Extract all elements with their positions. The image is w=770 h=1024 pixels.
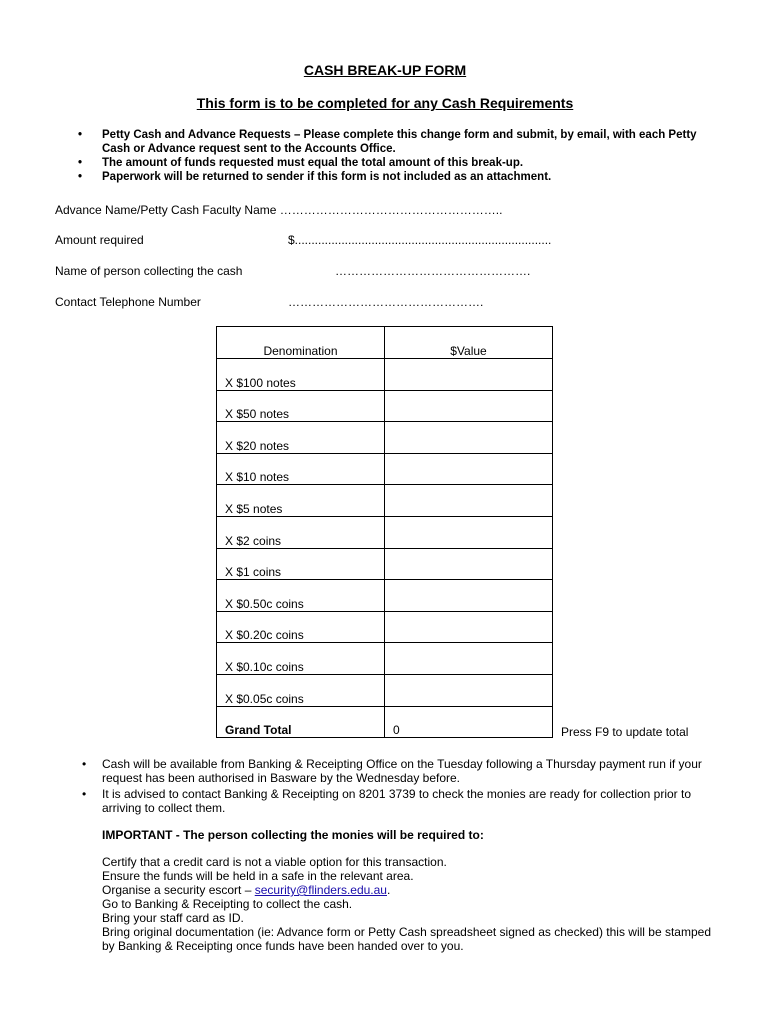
requirement-item: Bring your staff card as ID. [102,911,244,925]
grand-total-value: 0 [385,706,553,738]
requirement-item: Go to Banking & Receipting to collect the cash. [102,897,353,911]
value-header: $Value [385,327,553,359]
table-row [217,580,553,612]
table-row [217,485,553,517]
value-cell[interactable] [385,422,553,454]
instruction-list [78,128,718,184]
value-cell[interactable] [385,611,553,643]
instruction-item: • Paperwork will be returned to sender if this form is not included as an attachment. [78,170,718,184]
form-subtitle: This form is to be completed for any Cash Requirements [196,95,574,111]
value-cell[interactable] [385,548,553,580]
contact-phone-label: Contact Telephone Number [55,295,201,309]
value-cell[interactable] [385,453,553,485]
denomination-table [216,326,553,738]
denomination-cell: X $0.10c coins [217,643,385,675]
value-cell[interactable] [385,359,553,391]
table-row [217,548,553,580]
requirement-item: Bring original documentation (ie: Advance form or Petty Cash spreadsheet signed as checked) this will be stamped by Banking & Receipting once funds have been handed over to you. [102,925,711,953]
collector-name-field[interactable]: …………………………………………. [335,264,531,278]
denomination-cell: X $50 notes [217,390,385,422]
denomination-cell: X $0.50c coins [217,580,385,612]
value-cell[interactable] [385,580,553,612]
value-cell[interactable] [385,516,553,548]
denomination-cell: X $0.05c coins [217,674,385,706]
denomination-cell: X $0.20c coins [217,611,385,643]
table-row [217,390,553,422]
table-row [217,674,553,706]
table-row [217,453,553,485]
amount-required-field[interactable]: $............................................................................. [288,233,552,247]
requirements-list [102,855,722,953]
note-item: • It is advised to contact Banking & Receipting on 8201 3739 to check the monies are ready for collection prior to arriving to collect them. [82,787,722,815]
amount-required-label: Amount required [55,233,144,247]
denomination-cell: X $5 notes [217,485,385,517]
note-item: • Cash will be available from Banking & Receipting Office on the Tuesday following a Thursday payment run if your request has been authorised in Basware by the Wednesday before. [82,757,722,785]
value-cell[interactable] [385,674,553,706]
update-total-hint: Press F9 to update total [561,725,689,739]
requirement-item: Certify that a credit card is not a viable option for this transaction. [102,855,447,869]
security-email-link[interactable]: security@flinders.edu.au [254,883,387,897]
grand-total-label: Grand Total [217,706,385,738]
table-row [217,359,553,391]
denomination-cell: X $20 notes [217,422,385,454]
table-row [217,611,553,643]
table-row [217,516,553,548]
table-row [217,643,553,675]
advance-name-label: Advance Name/Petty Cash Faculty Name ……………………………………………….. [55,203,503,217]
value-cell[interactable] [385,485,553,517]
instruction-item: • Petty Cash and Advance Requests – Please complete this change form and submit, by email, with each Petty Cash or Advance request sent to the Accounts Office. [78,128,718,156]
form-title: CASH BREAK-UP FORM [303,62,467,78]
value-cell[interactable] [385,390,553,422]
denomination-cell: X $2 coins [217,516,385,548]
table-header-row [217,327,553,359]
contact-phone-field[interactable]: …………………………………………. [288,295,484,309]
requirement-item: Organise a security escort – security@flinders.edu.au. [102,883,391,897]
instruction-item: • The amount of funds requested must equal the total amount of this break-up. [78,156,718,170]
denomination-header: Denomination [217,327,385,359]
collector-name-label: Name of person collecting the cash [55,264,243,278]
notes-list [82,757,722,817]
grand-total-row [217,706,553,738]
denomination-cell: X $10 notes [217,453,385,485]
important-heading: IMPORTANT - The person collecting the monies will be required to: [102,828,484,842]
denomination-cell: X $100 notes [217,359,385,391]
denomination-cell: X $1 coins [217,548,385,580]
advance-name-field[interactable]: ……………………………………………….. [279,203,503,217]
value-cell[interactable] [385,643,553,675]
table-row [217,422,553,454]
requirement-item: Ensure the funds will be held in a safe in the relevant area. [102,869,414,883]
